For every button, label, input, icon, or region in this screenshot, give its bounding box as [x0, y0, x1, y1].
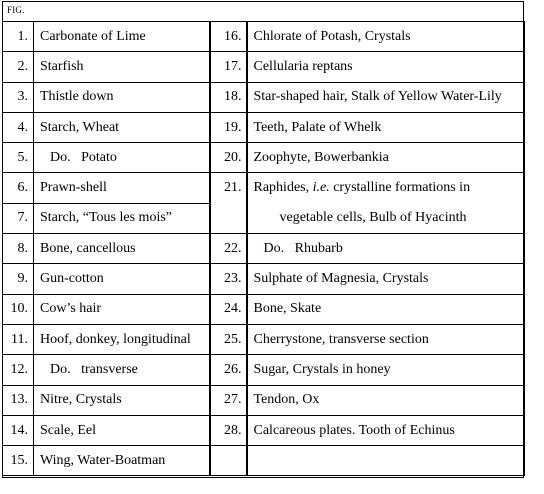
figure-description: Nitre, Crystals — [34, 385, 210, 415]
figure-description: Star-shaped hair, Stalk of Yellow Water-Lily — [247, 82, 525, 112]
table-row — [3, 173, 525, 203]
table-row — [3, 264, 525, 294]
figure-number: 20. — [210, 143, 247, 173]
figure-description: Thistle down — [34, 82, 210, 112]
figure-description-part: Raphides, — [253, 180, 313, 196]
figure-description: Starch, Wheat — [34, 112, 210, 142]
figure-number: 1. — [3, 22, 34, 52]
table-row — [3, 446, 525, 476]
figure-description: Zoophyte, Bowerbankia — [247, 143, 525, 173]
figure-number: 18. — [210, 82, 247, 112]
figure-number: 10. — [3, 294, 34, 324]
figure-number: 8. — [3, 234, 34, 264]
figure-description-italic: i.e. — [312, 180, 330, 196]
figure-description: Prawn-shell — [34, 173, 210, 203]
figure-description-cell — [247, 173, 525, 203]
figure-description: Cow’s hair — [34, 294, 210, 324]
figure-description: Cellularia reptans — [247, 52, 525, 82]
figure-key-sheet — [2, 1, 524, 478]
table-row — [3, 324, 525, 354]
table-row — [3, 52, 525, 82]
figure-description: Sulphate of Magnesia, Crystals — [247, 264, 525, 294]
figure-description: Wing, Water-Boatman — [34, 446, 210, 476]
table-row — [3, 385, 525, 415]
bottom-border — [2, 477, 524, 478]
figure-description: Bone, Skate — [247, 294, 525, 324]
figure-number: 5. — [3, 143, 34, 173]
figure-key-table — [2, 21, 525, 476]
figure-description-cell — [34, 355, 210, 385]
figure-description: Calcareous plates. Tooth of Echinus — [247, 415, 525, 445]
figure-description: Teeth, Palate of Whelk — [247, 112, 525, 142]
figure-number: 16. — [210, 22, 247, 52]
top-border — [2, 1, 524, 2]
figure-number: 24. — [210, 294, 247, 324]
figure-description: vegetable cells, Bulb of Hyacinth — [279, 210, 467, 226]
figure-description-cell — [247, 203, 525, 233]
figure-number: 14. — [3, 415, 34, 445]
figure-number: 15. — [3, 446, 34, 476]
figure-description: Starch, “Tous les mois” — [34, 203, 210, 233]
figure-number: 23. — [210, 264, 247, 294]
figure-number — [210, 203, 247, 233]
figure-number: 9. — [3, 264, 34, 294]
figure-description: Cherrystone, transverse section — [247, 324, 525, 354]
figure-description: Carbonate of Lime — [34, 22, 210, 52]
figure-number: 21. — [210, 173, 247, 203]
figure-description: Do. Potato — [50, 149, 117, 165]
figure-description: Gun-cotton — [34, 264, 210, 294]
figure-number: 22. — [210, 234, 247, 264]
fig-header-label: FIG. — [7, 5, 25, 15]
table-row — [3, 294, 525, 324]
figure-description-cell — [34, 143, 210, 173]
figure-number: 3. — [3, 82, 34, 112]
figure-number: 26. — [210, 355, 247, 385]
table-row — [3, 112, 525, 142]
figure-number: 28. — [210, 415, 247, 445]
table-row — [3, 143, 525, 173]
figure-number: 11. — [3, 324, 34, 354]
figure-description: Do. transverse — [50, 361, 138, 377]
figure-number: 12. — [3, 355, 34, 385]
figure-number: 2. — [3, 52, 34, 82]
figure-number: 27. — [210, 385, 247, 415]
figure-number — [210, 446, 247, 476]
figure-description: Tendon, Ox — [247, 385, 525, 415]
figure-number: 6. — [3, 173, 34, 203]
figure-number: 17. — [210, 52, 247, 82]
figure-number: 7. — [3, 203, 34, 233]
figure-description: Do. Rhubarb — [263, 240, 343, 256]
figure-description-part: crystalline formations in — [329, 180, 471, 196]
figure-description — [247, 446, 525, 476]
figure-description-cell — [247, 234, 525, 264]
figure-description: Scale, Eel — [34, 415, 210, 445]
figure-description: Hoof, donkey, longitudinal — [34, 324, 210, 354]
table-row — [3, 415, 525, 445]
table-row — [3, 82, 525, 112]
figure-number: 4. — [3, 112, 34, 142]
table-row — [3, 234, 525, 264]
table-row — [3, 355, 525, 385]
figure-number: 25. — [210, 324, 247, 354]
figure-description: Bone, cancellous — [34, 234, 210, 264]
figure-description: Chlorate of Potash, Crystals — [247, 22, 525, 52]
figure-description: Sugar, Crystals in honey — [247, 355, 525, 385]
table-row — [3, 203, 525, 233]
figure-number: 13. — [3, 385, 34, 415]
figure-number: 19. — [210, 112, 247, 142]
table-row — [3, 22, 525, 52]
figure-description: Starfish — [34, 52, 210, 82]
